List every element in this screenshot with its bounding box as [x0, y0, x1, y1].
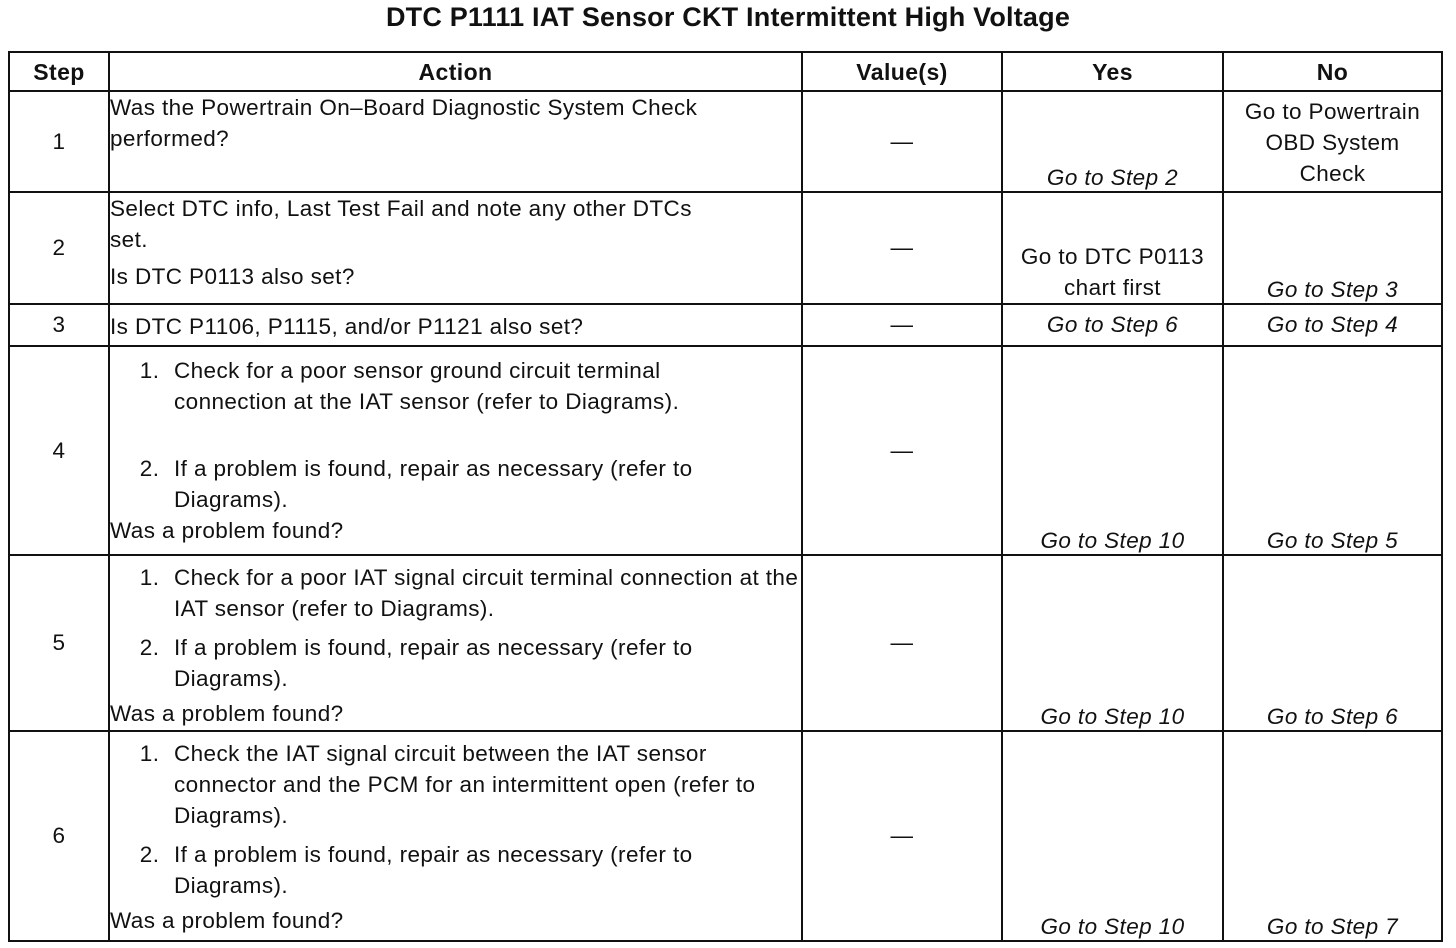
- table-row: [9, 304, 1442, 346]
- table-row: [9, 555, 1442, 731]
- action-cell: [109, 346, 802, 555]
- list-item: 1. Check for a poor sensor ground circuit terminal connection at the IAT sensor (refer to Diagrams).: [166, 355, 801, 417]
- header-row: [9, 52, 1442, 91]
- header-values: Value(s): [802, 52, 1002, 91]
- action-list: [110, 738, 801, 901]
- action-text: Select DTC info, Last Test Fail and note any other DTCs: [110, 196, 692, 221]
- header-action: Action: [109, 52, 802, 91]
- action-list: [110, 562, 801, 694]
- action-text: Is DTC P0113 also set?: [110, 264, 355, 289]
- no-cell: [1223, 192, 1442, 304]
- no-cell: [1223, 555, 1442, 731]
- action-question: Was a problem found?: [110, 908, 344, 933]
- no-text: Go to Step 6: [1266, 704, 1399, 729]
- table-row: [9, 346, 1442, 555]
- list-item: 1. Check the IAT signal circuit between the IAT sensor connector and the PCM for an intermittent open (refer to Diagrams).: [166, 738, 801, 831]
- yes-text: Go to Step 6: [1046, 312, 1179, 337]
- header-step: Step: [9, 52, 109, 91]
- value-cell: —: [802, 192, 1002, 304]
- step-number: 4: [9, 346, 109, 555]
- no-text: Go to Step 5: [1266, 528, 1399, 553]
- yes-text: Go to DTC P0113: [1020, 244, 1205, 269]
- list-item: 2. If a problem is found, repair as necessary (refer to Diagrams).: [166, 632, 801, 694]
- yes-cell: [1002, 304, 1223, 346]
- action-text: Is DTC P1106, P1115, and/or P1121 also set?: [110, 313, 584, 339]
- no-cell: [1223, 304, 1442, 346]
- header-no: No: [1223, 52, 1442, 91]
- diagnostic-table: [8, 51, 1443, 942]
- action-question: Was a problem found?: [110, 701, 344, 726]
- no-text: Go to Step 7: [1266, 914, 1399, 939]
- step-number: 1: [9, 91, 109, 192]
- step-number: 5: [9, 555, 109, 731]
- table-row: [9, 192, 1442, 304]
- value-cell: —: [802, 731, 1002, 941]
- yes-text: chart first: [1064, 275, 1161, 300]
- yes-text: Go to Step 10: [1040, 528, 1185, 553]
- yes-cell: [1002, 91, 1223, 192]
- no-cell: [1223, 731, 1442, 941]
- action-cell: [109, 731, 802, 941]
- list-item: 2. If a problem is found, repair as necessary (refer to Diagrams).: [166, 839, 801, 901]
- action-cell: [109, 192, 802, 304]
- action-list: [110, 355, 801, 515]
- table-row: [9, 731, 1442, 941]
- value-cell: —: [802, 304, 1002, 346]
- action-cell: [109, 91, 802, 192]
- step-number: 2: [9, 192, 109, 304]
- yes-text: Go to Step 10: [1040, 914, 1185, 939]
- step-number: 6: [9, 731, 109, 941]
- no-text: Go to Step 4: [1266, 312, 1399, 337]
- value-cell: —: [802, 346, 1002, 555]
- no-text: OBD System: [1265, 130, 1400, 155]
- action-question: Was a problem found?: [110, 518, 344, 543]
- page-title: DTC P1111 IAT Sensor CKT Intermittent High Voltage: [385, 2, 1071, 32]
- value-cell: —: [802, 91, 1002, 192]
- yes-cell: [1002, 346, 1223, 555]
- action-cell: [109, 555, 802, 731]
- action-cell: [109, 304, 802, 346]
- table-row: [9, 91, 1442, 192]
- list-item: 1. Check for a poor IAT signal circuit terminal connection at the IAT sensor (refer to Diagrams).: [166, 562, 801, 624]
- step-number: 3: [9, 304, 109, 346]
- list-item: 2. If a problem is found, repair as necessary (refer to Diagrams).: [166, 453, 801, 515]
- header-yes: Yes: [1002, 52, 1223, 91]
- no-cell: [1223, 346, 1442, 555]
- value-cell: —: [802, 555, 1002, 731]
- yes-cell: [1002, 555, 1223, 731]
- yes-text: Go to Step 10: [1040, 704, 1185, 729]
- no-text: Go to Powertrain: [1244, 99, 1421, 124]
- action-text: performed?: [110, 126, 230, 151]
- yes-cell: [1002, 192, 1223, 304]
- no-text: Go to Step 3: [1266, 277, 1399, 302]
- yes-cell: [1002, 731, 1223, 941]
- yes-text: Go to Step 2: [1046, 165, 1179, 190]
- action-text: set.: [110, 227, 148, 252]
- no-text: Check: [1299, 161, 1366, 186]
- no-cell: [1223, 91, 1442, 192]
- action-text: Was the Powertrain On–Board Diagnostic System Check: [110, 95, 698, 120]
